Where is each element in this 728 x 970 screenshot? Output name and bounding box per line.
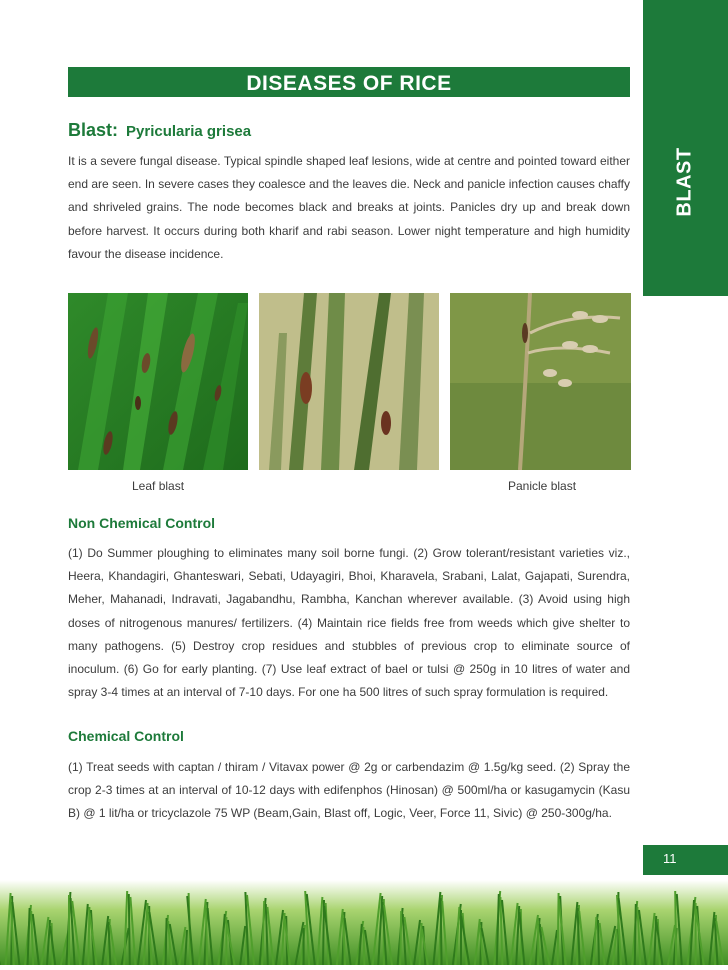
side-tab-label: BLAST (673, 147, 696, 217)
grass-blade (129, 894, 130, 965)
grass-blade (206, 905, 207, 965)
disease-heading (68, 120, 251, 141)
side-tab (643, 0, 728, 296)
grass-blade (598, 920, 599, 965)
grass-blade (441, 898, 442, 965)
page-title: DISEASES OF RICE (68, 67, 630, 97)
page-number: 11 (643, 845, 728, 875)
grass-blade (675, 891, 676, 965)
chemical-heading: Chemical Control (68, 728, 184, 744)
grass-blade (400, 911, 401, 965)
intro-paragraph: It is a severe fungal disease. Typical spindle shaped leaf lesions, wide at centre and pointed toward either end are seen. In severe cases they coalesce and the leaves die. Neck and panicle infection causes chaffy and shriveled grains. The node becomes black and breaks at joints. Panicles dry up and break down before harvest. It occurs during both kharif and rabi season. Lower night temperature and high humidity favour the disease incidence. (68, 154, 630, 261)
chemical-text: (1) Treat seeds with captan / thiram / Vitavax power @ 2g or carbendazim @ 1.5g/kg seed. (2) Spray the crop 2-3 times at an interval of 10-12 days with edifenphos (Hinosan) @ 500ml/ha or kasugamycin (Kasu B) @ 1 lit/ha or tricyclazole 75 WP (Beam,Gain, Blast off, Logic, Veer, Force 11, Sivic) @ 250-300g/ha. (68, 760, 630, 821)
grass-blade (363, 927, 364, 965)
scientific-name: Pyricularia grisea (126, 123, 252, 140)
panicle-blast-photo (450, 293, 631, 470)
grass-blade (166, 918, 167, 965)
node-blast-photo (259, 293, 439, 470)
disease-label: Blast: (68, 120, 119, 140)
non-chemical-heading: Non Chemical Control (68, 515, 216, 531)
grass-footer-image (0, 880, 728, 965)
panicle-blast-caption: Panicle blast (508, 479, 577, 493)
grass-blade (635, 904, 636, 965)
leaf-blast-photo (68, 293, 248, 470)
leaf-blast-caption: Leaf blast (132, 479, 185, 493)
non-chemical-text: (1) Do Summer ploughing to eliminates many soil borne fungi. (2) Grow tolerant/resistant varieties viz., Heera, Khandagiri, Ghanteswari, Sebati, Udayagiri, Bhoi, Kharavela, Srabani, Lalat, Gajapati, Surendra, Meher, Mahanadi, Indravati, Jagabandhu, Rambha, Kanchan wherever available. (3) Avoid using high doses of nitrogenous manures/ fertilizers. (4) Maintain rice fields free from weeds which give shelter to many pathogens. (5) Destroy crop residues and stubbles of previous crop to eliminate source of inoculum. (6) Go for early planting. (7) Use leaf extract of bael or tulsi @ 250g in 10 litres of water and spray 3-4 times at an interval of 7-10 days. For one ha 500 litres of such spray formulation is required. (68, 546, 630, 700)
